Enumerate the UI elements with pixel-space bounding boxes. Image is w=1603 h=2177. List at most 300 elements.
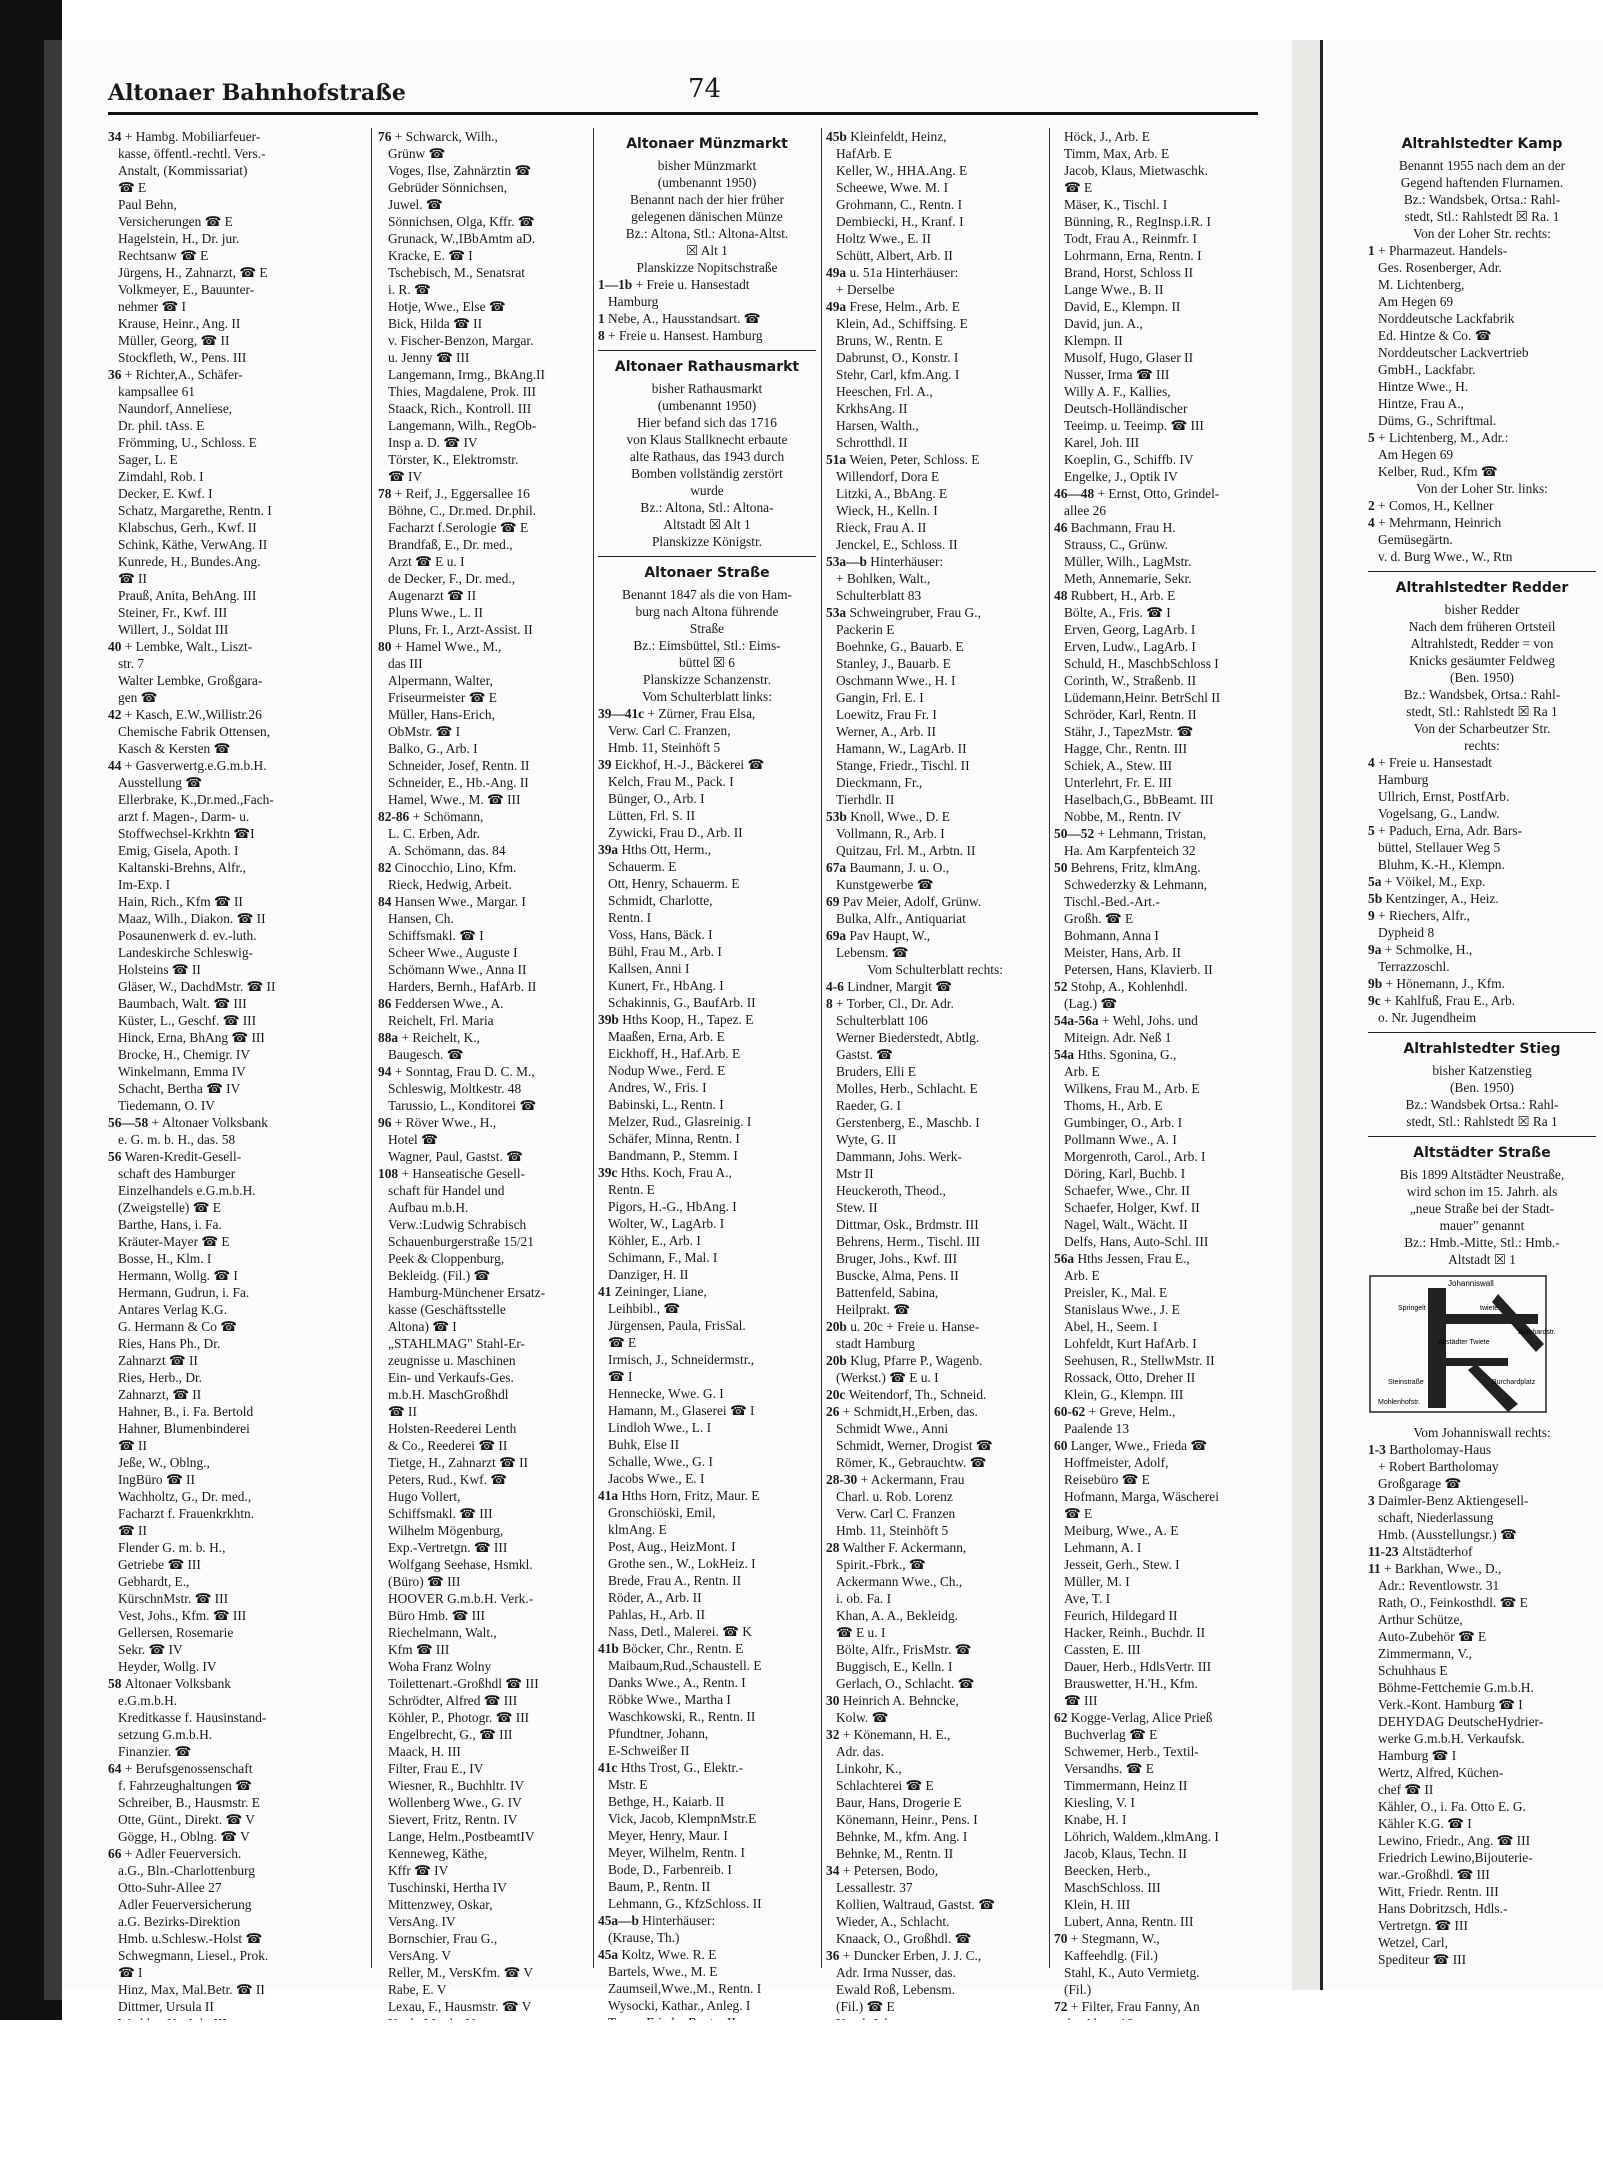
entry-text: Lewino, Friedr., Ang. ☎ III [1378,1833,1531,1848]
directory-entry [378,1777,588,1794]
directory-entry [1368,1849,1596,1866]
directory-entry [1054,1046,1260,1063]
entry-text: Weien, Peter, Schloss. E [849,452,980,467]
directory-entry [598,841,816,858]
directory-entry [598,1606,816,1623]
street-note: Bomben vollständig zerstört [631,466,783,481]
entry-text: + Comos, H., Kellner [1378,498,1494,513]
directory-entry [108,1471,366,1488]
directory-entry [826,1522,1044,1539]
entry-text: Grohmann, C., Rentn. I [836,197,963,212]
directory-entry [826,366,1044,383]
entry-text: Tischl.-Bed.-Art.- [1064,894,1160,909]
directory-entry [1054,757,1260,774]
entry-text: str. 7 [118,656,145,671]
directory-entry [1054,315,1260,332]
directory-entry [108,1760,366,1777]
entry-text: Corinth, W., Straßenb. II [1064,673,1197,688]
entry-text: Bosse, H., Klm. I [118,1251,212,1266]
entry-text: ☎ II [118,571,147,586]
entry-text: Norddeutsche Lackfabrik [1378,311,1515,326]
house-number: 60 [1054,1438,1071,1453]
entry-text: e.G.m.b.H. [118,1693,178,1708]
entry-text: Nagel, Walt., Wächt. II [1064,1217,1188,1232]
directory-entry [378,1352,588,1369]
directory-entry [826,927,1044,944]
entry-text: Ewald Roß, Lebensm. [836,1982,956,1997]
entry-text: Hinz, Max, Mal.Betr. ☎ II [118,1982,265,1997]
house-number: 58 [108,1676,125,1691]
entry-text: Zeininger, Liane, [614,1284,707,1299]
entry-text: Kelber, Rud., Kfm ☎ [1378,464,1498,479]
street-note: ☒ Alt 1 [686,243,728,258]
directory-entry [108,978,366,995]
directory-entry [108,689,366,706]
entry-text: Pav Haupt, W., [849,928,931,943]
entry-text: Buscke, Alma, Pens. II [836,1268,959,1283]
entry-text: allee 26 [1064,503,1107,518]
directory-entry [826,1692,1044,1709]
entry-text: Kiesling, V. I [1064,1795,1135,1810]
entry-text: Harders, Bernh., HafArb. II [388,979,537,994]
directory-entry [598,1980,816,1997]
directory-entry [826,1590,1044,1607]
house-number: 80 [378,639,395,654]
directory-entry [826,1845,1044,1862]
entry-text: Vollmann, R., Arb. I [836,826,945,841]
directory-entry [378,1913,588,1930]
directory-entry [108,1777,366,1794]
directory-entry [378,383,588,400]
directory-entry [598,1776,816,1793]
directory-entry [826,587,1044,604]
entry-text: Wilhelm Mögenburg, [388,1523,504,1538]
directory-entry [826,349,1044,366]
entry-text: Bruns, W., Rentn. E [836,333,943,348]
directory-entry [1368,548,1596,565]
house-number: 70 [1054,1931,1071,1946]
directory-entry [108,1029,366,1046]
directory-entry [1054,1522,1260,1539]
entry-text: G. Hermann & Co ☎ [118,1319,237,1334]
entry-text: Engelbrecht, G., ☎ III [388,1727,513,1742]
house-number: 84 [378,894,395,909]
entry-text: + Ackermann, Frau [860,1472,965,1487]
directory-entry [1368,992,1596,1009]
house-number: 53b [826,809,851,824]
entry-text: Schwemer, Herb., Textil- [1064,1744,1199,1759]
entry-text: Grothe sen., W., LokHeiz. I [608,1556,756,1571]
street-section-heading: Altonaer Straße [644,565,770,581]
entry-text: Ges. Rosenberger, Adr. [1378,260,1502,275]
directory-entry [1054,570,1260,587]
entry-text: Dittmer, Ursula II [118,1999,214,2014]
entry-text: ☎ E [1064,180,1093,195]
directory-entry [1054,1131,1260,1148]
house-number: 9a [1368,942,1385,957]
entry-text: Holsteins ☎ II [118,962,201,977]
directory-entry [378,1641,588,1658]
entry-text: + Barkhan, Wwe., D., [1384,1561,1502,1576]
street-note: Bz.: Altona, Stl.: Altona- [640,500,774,515]
house-number: 42 [108,707,125,722]
directory-entry [1054,553,1260,570]
entry-text: ☎ E [608,1335,637,1350]
entry-text: Grunack, W.,IBbAmtm aD. [388,231,536,246]
directory-entry [378,553,588,570]
entry-text: Dembiecki, H., Kranf. I [836,214,964,229]
house-number: 39a [598,842,622,857]
entry-text: Ries, Hans Ph., Dr. [118,1336,221,1351]
directory-entry [378,1046,588,1063]
street-note: Altstadt ☒ 1 [1448,1252,1516,1267]
directory-entry [108,247,366,264]
entry-text: Jenckel, E., Schloss. II [836,537,958,552]
directory-entry [108,434,366,451]
entry-text: Reichelt, Frl. Maria [388,1013,494,1028]
directory-entry [598,1708,816,1725]
directory-entry [108,842,366,859]
entry-text: Barthe, Hans, i. Fa. [118,1217,222,1232]
directory-entry [598,943,816,960]
entry-text: Schäfer, Minna, Rentn. I [608,1131,740,1146]
entry-text: (Fil.) ☎ E [836,1999,895,2014]
entry-text: ☎ E [1064,1506,1093,1521]
street-note: Hier befand sich das 1716 [637,415,777,430]
directory-entry [108,1709,366,1726]
directory-entry [826,1233,1044,1250]
directory-entry [1368,771,1596,788]
entry-text: Adr. das. [836,1744,884,1759]
directory-entry [1054,1505,1260,1522]
directory-entry [1054,842,1260,859]
directory-entry [598,977,816,994]
directory-entry [826,1828,1044,1845]
page-number: 74 [688,74,722,104]
directory-entry [108,1335,366,1352]
directory-entry [1054,1794,1260,1811]
entry-text: Deutsch-Holländischer [1064,401,1188,416]
entry-text: „STAHLMAG" Stahl-Er- [388,1336,525,1351]
directory-entry [108,400,366,417]
directory-entry [1054,1879,1260,1896]
entry-text: Loewitz, Frau Fr. I [836,707,937,722]
entry-text: Frömming, U., Schloss. E [118,435,257,450]
directory-entry [598,1504,816,1521]
page-gutter [1292,40,1320,1990]
directory-entry [378,128,588,145]
directory-entry [108,1199,366,1216]
directory-entry [1368,463,1596,480]
entry-text: Gebhardt, E., [118,1574,190,1589]
house-number: 39 [598,757,615,772]
directory-entry [378,1420,588,1437]
directory-entry [1368,497,1596,514]
entry-text: Hacker, Reinh., Buchdr. II [1064,1625,1206,1640]
directory-entry [1054,1964,1260,1981]
entry-text: Waren-Kredit-Gesell- [124,1149,242,1164]
directory-entry [378,145,588,162]
directory-entry [1054,519,1260,536]
entry-text: Thies, Magdalene, Prok. III [388,384,536,399]
entry-text: Dauer, Herb., HdlsVertr. III [1064,1659,1212,1674]
street-note: stedt, Stl.: Rahlstedt ☒ Ra 1 [1406,1114,1558,1129]
directory-entry [108,162,366,179]
directory-entry [598,722,816,739]
directory-entry [378,1981,588,1998]
entry-text: Langemann, Wilh., RegOb- [388,418,537,433]
entry-text: Düms, G., Schriftmal. [1378,413,1497,428]
house-number: 49a [826,265,850,280]
entry-text: Lessallestr. 37 [836,1880,913,1895]
entry-text: Wetzel, Carl, [1378,1935,1448,1950]
entry-text: Friedrich Lewino,Bijouterie- [1378,1850,1533,1865]
directory-entry [378,1216,588,1233]
entry-text: Bartholomay-Haus [1389,1442,1492,1457]
entry-text: Kunert, Fr., HbAng. I [608,978,724,993]
entry-text: Tiedemann, O. IV [118,1098,215,1113]
entry-text: Könemann, Heinr., Pens. I [836,1812,978,1827]
directory-entry [108,893,366,910]
entry-text: Friseurmeister ☎ E [388,690,497,705]
entry-text: Schmidt, Charlotte, [608,893,713,908]
directory-entry [378,1522,588,1539]
directory-entry [378,1301,588,1318]
entry-text: + Altonaer Volksbank [151,1115,268,1130]
street-map-sketch [1368,1274,1556,1414]
directory-entry [1054,1930,1260,1947]
directory-entry [108,1165,366,1182]
entry-text: Wolfgang Seehase, Hsmkl. [388,1557,533,1572]
entry-text: Paalende 13 [1064,1421,1130,1436]
house-number: 34 [826,1863,843,1878]
entry-text: + Röver Wwe., H., [394,1115,497,1130]
directory-entry [108,1012,366,1029]
directory-entry [598,1198,816,1215]
directory-entry [1054,145,1260,162]
house-number: 32 [826,1727,843,1742]
directory-entry [378,1743,588,1760]
directory-entry [826,1607,1044,1624]
directory-entry [1054,1369,1260,1386]
directory-entry [108,808,366,825]
entry-text: Döring, Karl, Buchb. I [1064,1166,1186,1181]
entry-text: + Freie u. Hansestadt [1378,755,1492,770]
directory-entry [1054,1471,1260,1488]
directory-entry [826,315,1044,332]
directory-entry [108,1862,366,1879]
house-number: 39b [598,1012,623,1027]
entry-text: Paul Behn, [118,197,177,212]
house-number: 66 [108,1846,125,1861]
directory-entry [826,1777,1044,1794]
entry-text: Heeschen, Frl. A., [836,384,933,399]
entry-text: Hinterhäuser: [870,554,944,569]
entry-text: Kunrede, H., Bundes.Ang. [118,554,261,569]
directory-entry [826,723,1044,740]
house-number: 1 [1368,243,1379,258]
house-number: 56a [1054,1251,1078,1266]
entry-text: das III [388,656,423,671]
map-label: Springelt [1398,1305,1426,1312]
directory-entry [598,1113,816,1130]
street-section-heading: Altrahlstedter Redder [1395,580,1569,596]
entry-text: KürschnMstr. ☎ III [118,1591,229,1606]
directory-entry [108,1454,366,1471]
entry-text: Scheewe, Wwe. M. I [836,180,949,195]
entry-text: Flender G. m. b. H., [118,1540,226,1555]
house-number: 49a [826,299,850,314]
entry-text: Wieck, H., Kelln. I [836,503,938,518]
directory-entry [1054,723,1260,740]
directory-entry [108,791,366,808]
entry-text: Werner Biederstedt, Abtlg. [836,1030,980,1045]
entry-text: Thoms, H., Arb. E [1064,1098,1163,1113]
directory-entry [108,213,366,230]
directory-entry [826,145,1044,162]
entry-text: Pahlas, H., Arb. II [608,1607,706,1622]
directory-entry [378,179,588,196]
house-number: 53a—b [826,554,871,569]
house-number: 60-62 [1054,1404,1089,1419]
house-number: 46—48 [1054,486,1098,501]
entry-text: Gangin, Frl. E. I [836,690,924,705]
entry-text: Tschebisch, M., Senatsrat [388,265,526,280]
entry-text: Stockfleth, W., Pens. III [118,350,247,365]
entry-text: Otto-Suhr-Allee 27 [118,1880,222,1895]
directory-entry [598,926,816,943]
entry-text: Tuschinski, Hertha IV [388,1880,507,1895]
entry-text: Nodup Wwe., Ferd. E [608,1063,726,1078]
directory-entry [108,1913,366,1930]
directory-entry [1368,1475,1596,1492]
entry-text: Böcker, Chr., Rentn. E [622,1641,744,1656]
entry-text: + Robert Bartholomay [1378,1459,1499,1474]
directory-entry [1368,1492,1596,1509]
directory-entry [598,327,816,344]
entry-text: Meiburg, Wwe., A. E [1064,1523,1179,1538]
entry-text: Schaefer, Holger, Kwf. II [1064,1200,1200,1215]
directory-entry [1054,893,1260,910]
entry-text: Schulterblatt 83 [836,588,922,603]
entry-text: Köhler, P., Photogr. ☎ III [388,1710,530,1725]
directory-entry [108,774,366,791]
directory-entry [108,1352,366,1369]
entry-text: Klug, Pfarre P., Wagenb. [850,1353,983,1368]
entry-text: Reisebüro ☎ E [1064,1472,1150,1487]
directory-entry [1368,1543,1596,1560]
map-label: Burchardstr. [1518,1329,1556,1336]
directory-entry [1368,1781,1596,1798]
directory-entry [826,1335,1044,1352]
directory-entry [826,502,1044,519]
entry-text: Keller, W., HHA.Ang. E [836,163,968,178]
directory-entry [1054,1845,1260,1862]
entry-text: Jacob, Klaus, Mietwaschk. [1064,163,1208,178]
entry-text: Pollmann Wwe., A. I [1064,1132,1177,1147]
directory-entry [1368,1009,1596,1026]
directory-entry [108,519,366,536]
entry-text: Ave, T. I [1064,1591,1111,1606]
entry-text: Löhrich, Waldem.,klmAng. I [1064,1829,1219,1844]
section-rule [598,350,816,351]
house-number: 4-6 [826,979,848,994]
directory-entry [826,859,1044,876]
directory-entry [108,1879,366,1896]
directory-entry [378,1454,588,1471]
street-note: Planskizze Schanzenstr. [643,672,771,687]
entry-text: Toilettenart.-Großhdl ☎ III [388,1676,539,1691]
entry-text: Werner, A., Arb. II [836,724,936,739]
entry-text: Ausstellung ☎ [118,775,203,790]
entry-text: Linkohr, K., [836,1761,902,1776]
entry-text: + Schömann, [412,809,484,824]
directory-entry [598,1300,816,1317]
directory-entry [108,1590,366,1607]
directory-entry [108,1505,366,1522]
house-number: 82 [378,860,395,875]
directory-entry [1054,1454,1260,1471]
entry-text: kampsallee 61 [118,384,195,399]
street-note: gelegenen dänischen Münze [631,209,783,224]
entry-text: VersAng. V [388,1948,451,1963]
entry-text: Danks Wwe., A., Rentn. I [608,1675,746,1690]
directory-entry [1054,230,1260,247]
entry-text: Zimmermann, V., [1378,1646,1472,1661]
directory-entry [826,1488,1044,1505]
directory-entry [108,961,366,978]
directory-entry [378,1998,588,2015]
entry-text: Feurich, Hildegard II [1064,1608,1178,1623]
directory-entry [826,740,1044,757]
entry-text: Koeplin, G., Schiffb. IV [1064,452,1194,467]
entry-text: Gerstenberg, E., Maschb. I [836,1115,980,1130]
entry-text: + Könemann, H. E., [842,1727,951,1742]
entry-text: Buhk, Else II [608,1437,680,1452]
directory-entry [108,638,366,655]
directory-entry [378,1012,588,1029]
entry-text: Daimler-Benz Aktiengesell- [1378,1493,1529,1508]
directory-entry [1054,1862,1260,1879]
directory-entry [826,1216,1044,1233]
directory-entry [826,1862,1044,1879]
directory-entry [1054,1029,1260,1046]
directory-entry [826,213,1044,230]
entry-text: VersAng. IV [388,1914,456,1929]
directory-entry [826,876,1044,893]
directory-entry [598,1878,816,1895]
column-3 [598,128,816,2013]
directory-entry [378,1284,588,1301]
directory-entry [826,1369,1044,1386]
directory-entry [108,1182,366,1199]
entry-text: Arthur Schütze, [1378,1612,1463,1627]
entry-text: Hofmann, Marga, Wäscherei [1064,1489,1219,1504]
entry-text: + Reif, J., Eggersallee 16 [394,486,530,501]
entry-text: Hintze, Frau A., [1378,396,1464,411]
directory-entry [1054,179,1260,196]
directory-entry [826,1097,1044,1114]
house-number: 41b [598,1641,623,1656]
entry-text: Ackermann Wwe., Ch., [836,1574,963,1589]
entry-text: Todt, Frau A., Reinmfr. I [1064,231,1197,246]
entry-text: Stanley, J., Bauarb. E [836,656,951,671]
directory-entry [1054,264,1260,281]
directory-entry [1368,839,1596,856]
directory-entry [378,961,588,978]
street-section-heading: Altrahlstedter Kamp [1401,136,1563,152]
entry-text: Krause, Heinr., Ang. II [118,316,241,331]
